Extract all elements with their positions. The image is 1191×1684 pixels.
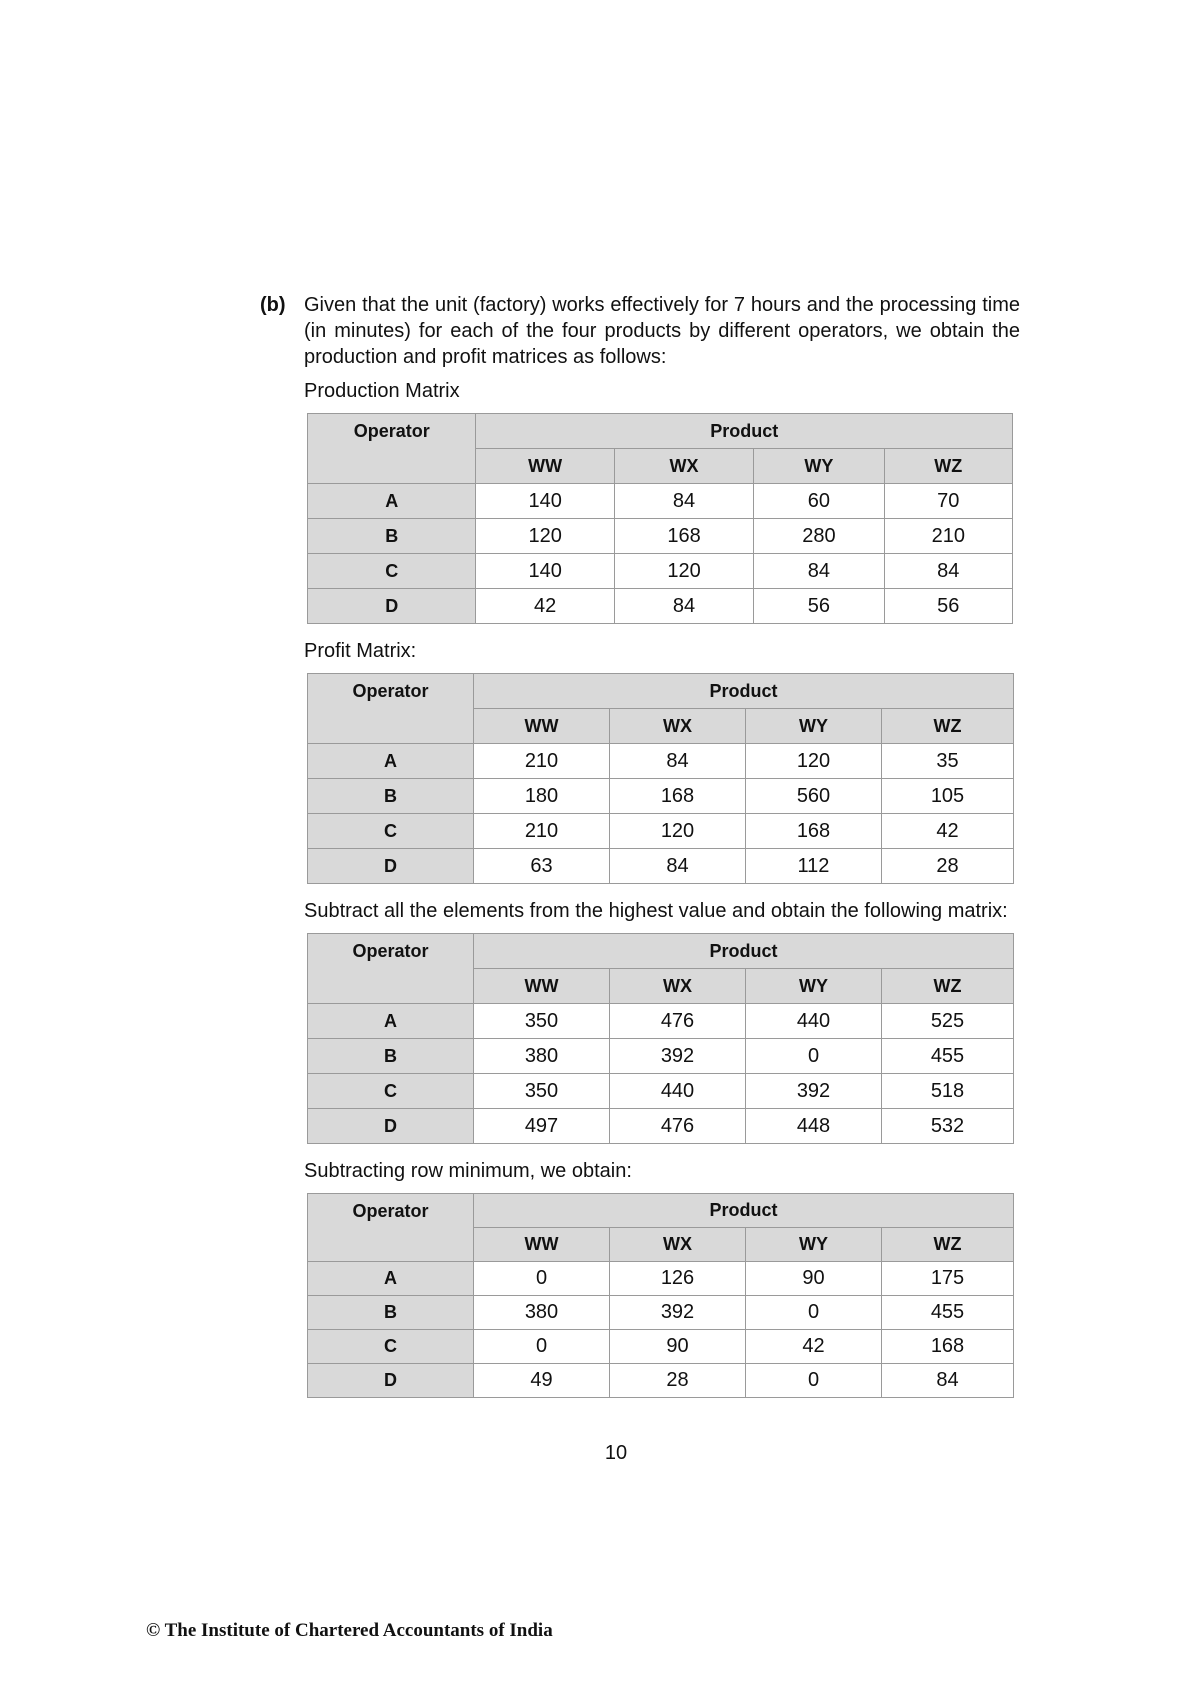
table-cell: 180 <box>474 779 610 814</box>
table-row <box>308 589 1013 624</box>
table-row <box>308 519 1013 554</box>
row-header: A <box>308 1004 474 1039</box>
table-row <box>308 779 1014 814</box>
row-header: C <box>308 554 476 589</box>
table-cell: 112 <box>746 849 882 884</box>
row-header: D <box>308 589 476 624</box>
profit-matrix-table <box>307 673 1014 884</box>
table-cell: 168 <box>882 1330 1014 1364</box>
table-cell: 455 <box>882 1296 1014 1330</box>
table-row <box>308 849 1014 884</box>
row-header: C <box>308 814 474 849</box>
table-cell: 0 <box>746 1296 882 1330</box>
column-header: WW <box>474 969 610 1004</box>
table-cell: 440 <box>746 1004 882 1039</box>
page-number: 10 <box>604 1442 628 1464</box>
product-header: Product <box>474 1194 1014 1228</box>
table-cell: 392 <box>746 1074 882 1109</box>
table-cell: 175 <box>882 1262 1014 1296</box>
table-cell: 168 <box>610 779 746 814</box>
row-header: D <box>308 1109 474 1144</box>
table-row <box>308 1109 1014 1144</box>
table-cell: 42 <box>746 1330 882 1364</box>
row-header: A <box>308 744 474 779</box>
table-cell: 84 <box>614 589 753 624</box>
table-cell: 70 <box>884 484 1012 519</box>
subtracted-matrix-table <box>307 933 1014 1144</box>
row-header: B <box>308 519 476 554</box>
table-cell: 84 <box>882 1364 1014 1398</box>
table-cell: 42 <box>476 589 614 624</box>
part-label: (b) <box>260 294 286 316</box>
row-header: A <box>308 1262 474 1296</box>
table-cell: 120 <box>746 744 882 779</box>
row-minimum-matrix-caption: Subtracting row minimum, we obtain: <box>304 1160 632 1182</box>
table-row <box>308 1296 1014 1330</box>
table-cell: 28 <box>882 849 1014 884</box>
table-cell: 440 <box>610 1074 746 1109</box>
table-cell: 280 <box>754 519 884 554</box>
table-row <box>308 554 1013 589</box>
table-cell: 210 <box>474 744 610 779</box>
table-cell: 28 <box>610 1364 746 1398</box>
table-cell: 84 <box>610 744 746 779</box>
table-cell: 56 <box>754 589 884 624</box>
row-header: C <box>308 1330 474 1364</box>
table-cell: 210 <box>884 519 1012 554</box>
table-row <box>308 1039 1014 1074</box>
row-header: D <box>308 849 474 884</box>
table-cell: 350 <box>474 1074 610 1109</box>
product-header: Product <box>474 934 1014 969</box>
table-cell: 90 <box>610 1330 746 1364</box>
table-cell: 380 <box>474 1039 610 1074</box>
column-header: WZ <box>884 449 1012 484</box>
column-header: WX <box>610 709 746 744</box>
subtracted-matrix-caption: Subtract all the elements from the highest value and obtain the following matrix: <box>304 900 1008 922</box>
table-row <box>308 1004 1014 1039</box>
table-row <box>308 814 1014 849</box>
table-cell: 0 <box>474 1262 610 1296</box>
column-header: WZ <box>882 969 1014 1004</box>
column-header: WW <box>474 1228 610 1262</box>
row-minimum-matrix-table <box>307 1193 1014 1398</box>
table-cell: 525 <box>882 1004 1014 1039</box>
production-matrix-caption: Production Matrix <box>304 380 460 402</box>
table-cell: 0 <box>746 1364 882 1398</box>
table-cell: 120 <box>614 554 753 589</box>
table-cell: 350 <box>474 1004 610 1039</box>
table-cell: 380 <box>474 1296 610 1330</box>
table-cell: 105 <box>882 779 1014 814</box>
table-row <box>308 1330 1014 1364</box>
table-cell: 90 <box>746 1262 882 1296</box>
table-cell: 476 <box>610 1004 746 1039</box>
table-cell: 532 <box>882 1109 1014 1144</box>
column-header: WY <box>746 1228 882 1262</box>
column-header: WZ <box>882 1228 1014 1262</box>
table-row <box>308 1074 1014 1109</box>
table-cell: 168 <box>614 519 753 554</box>
table-cell: 140 <box>476 554 614 589</box>
operator-header: Operator <box>308 934 474 1004</box>
column-header: WX <box>610 969 746 1004</box>
table-cell: 560 <box>746 779 882 814</box>
table-cell: 35 <box>882 744 1014 779</box>
table-cell: 448 <box>746 1109 882 1144</box>
table-cell: 60 <box>754 484 884 519</box>
table-cell: 210 <box>474 814 610 849</box>
table-cell: 0 <box>474 1330 610 1364</box>
column-header: WY <box>746 969 882 1004</box>
column-header: WX <box>610 1228 746 1262</box>
row-header: D <box>308 1364 474 1398</box>
table-cell: 518 <box>882 1074 1014 1109</box>
table-cell: 63 <box>474 849 610 884</box>
column-header: WW <box>476 449 614 484</box>
copyright-footer: © The Institute of Chartered Accountants of India <box>146 1620 553 1641</box>
operator-header: Operator <box>308 414 476 484</box>
operator-header: Operator <box>308 1194 474 1262</box>
table-cell: 0 <box>746 1039 882 1074</box>
table-cell: 126 <box>610 1262 746 1296</box>
table-cell: 392 <box>610 1039 746 1074</box>
table-cell: 42 <box>882 814 1014 849</box>
product-header: Product <box>474 674 1014 709</box>
row-header: A <box>308 484 476 519</box>
table-row <box>308 1364 1014 1398</box>
table-cell: 497 <box>474 1109 610 1144</box>
column-header: WY <box>746 709 882 744</box>
column-header: WW <box>474 709 610 744</box>
intro-paragraph <box>260 292 1020 370</box>
table-cell: 120 <box>610 814 746 849</box>
production-matrix-table <box>307 413 1013 624</box>
row-header: C <box>308 1074 474 1109</box>
row-header: B <box>308 1296 474 1330</box>
row-header: B <box>308 779 474 814</box>
product-header: Product <box>476 414 1013 449</box>
table-cell: 455 <box>882 1039 1014 1074</box>
intro-text: Given that the unit (factory) works effectively for 7 hours and the processing time (in minutes) for each of the four products by different operators, we obtain the production and profit matrices as follows: <box>304 294 1020 368</box>
table-cell: 56 <box>884 589 1012 624</box>
operator-header: Operator <box>308 674 474 744</box>
table-cell: 392 <box>610 1296 746 1330</box>
table-row <box>308 1262 1014 1296</box>
table-cell: 84 <box>884 554 1012 589</box>
row-header: B <box>308 1039 474 1074</box>
table-cell: 84 <box>754 554 884 589</box>
table-cell: 84 <box>614 484 753 519</box>
column-header: WY <box>754 449 884 484</box>
table-row <box>308 744 1014 779</box>
table-cell: 120 <box>476 519 614 554</box>
column-header: WX <box>614 449 753 484</box>
table-cell: 84 <box>610 849 746 884</box>
column-header: WZ <box>882 709 1014 744</box>
table-cell: 476 <box>610 1109 746 1144</box>
table-row <box>308 484 1013 519</box>
table-cell: 140 <box>476 484 614 519</box>
table-cell: 168 <box>746 814 882 849</box>
table-cell: 49 <box>474 1364 610 1398</box>
profit-matrix-caption: Profit Matrix: <box>304 640 417 662</box>
